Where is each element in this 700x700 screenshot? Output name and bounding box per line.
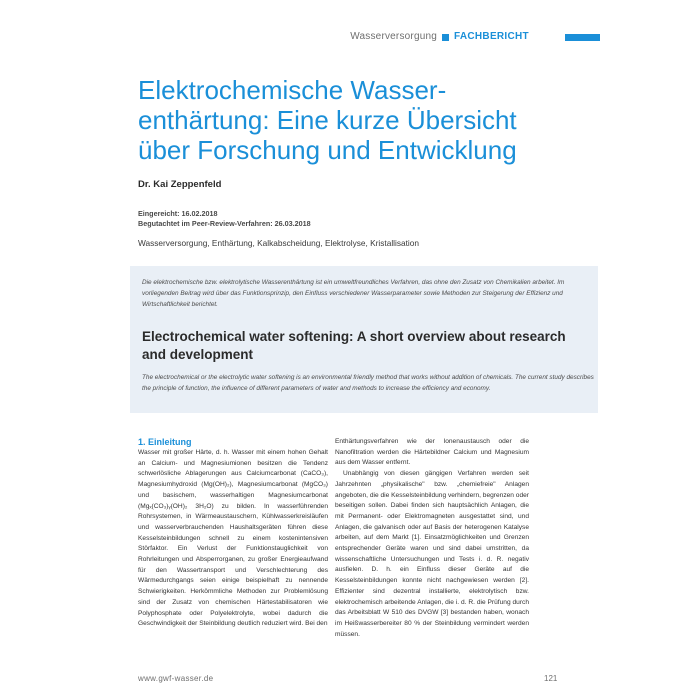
- page-header: [0, 31, 700, 45]
- received-date: Eingereicht: 16.02.2018: [138, 209, 218, 218]
- keywords: Wasserversorgung, Enthärtung, Kalkabscheidung, Elektrolyse, Kristallisation: [138, 238, 420, 248]
- body-paragraph: Unabhängig von diesen gängigen Verfahren werden seit Jahrzehnten „physikalische" bzw. „chemiefreie" Anlagen angeboten, die die Kesselsteinbildung verhindern, begrenzen oder beseitigen sollen. Dabei finden sich hauptsächlich Anlagen, die mit Permanent- oder Elektromagneten ausgestattet sind, und Anlagen, die galvanisch oder auf Basis der heterogenen Katalyse arbeiten, auf dem Markt [1]. Einsatzmöglichkeiten und Grenzen entsprechender Geräte waren und sind dabei umstritten, da wissenschaftliche Untersuchungen und Tests i. d. R. negativ ausfielen. D. h. ein Einfluss dieser Geräte auf die Kesselsteinbildungen konnte nicht nachgewiesen werden [2]. Effizienter sind dezentral installierte, elektrolytisch bzw. elektrochemisch arbeitende Anlagen, die i. d. R. die Prüfung durch das Arbeitsblatt W 510 des DVGW [3] bestanden haben, wonach im Heißwasserbereiter 80 % der Steinbildung vermindert werden müssen.: [335, 470, 529, 638]
- abstract-box: [130, 266, 598, 413]
- title-line: über Forschung und Entwicklung: [138, 135, 517, 165]
- abstract-english: The electrochemical or the electrolytic water softening is an environmental friendly method that works without addition of chemicals. The current study describes the principle of function, the influence of different parameters of water and methods to increase the efficiency and economy.: [142, 374, 594, 392]
- body-paragraph: Enthärtungsverfahren wie der Ionenaustausch oder die Nanofiltration werden die Härtebildner Calcium und Magnesium aus dem Wasser entfernt.: [335, 438, 529, 467]
- page-number: 121: [544, 674, 558, 683]
- article-title: [138, 75, 578, 165]
- header-square-marker: [442, 34, 449, 41]
- reviewed-date: Begutachtet im Peer-Review-Verfahren: 26.03.2018: [138, 219, 311, 228]
- header-article-type: FACHBERICHT: [454, 31, 529, 42]
- header-section: Wasserversorgung: [350, 31, 437, 42]
- body-column-left: [138, 437, 328, 630]
- title-line: Elektrochemische Wasser-: [138, 75, 447, 105]
- footer-url: www.gwf-wasser.de: [138, 674, 214, 683]
- title-line: enthärtung: Eine kurze Übersicht: [138, 105, 517, 135]
- review-dates: [138, 209, 311, 229]
- body-paragraph: Wasser mit großer Härte, d. h. Wasser mit einem hohen Gehalt an Calcium- und Magnesiumionen besitzen die Tendenz schwerlösliche Ablagerungen aus Calciumcarbonat (CaCO₃), Magnesiumhydroxid (Mg(OH)₂), Magnesiumcarbonat (MgCO₃) und basischem, wasserhaltigen Magnesiumcarbonat (Mgₓ(CO₃)ᵧ(OH)₂ 3H₂O) zu bilden. In wasserführenden Rohrsystemen, in Wärmeaustauschern, Kühlwasserkreisläufen und wasserverbrauchenden Haushaltsgeräten führen diese Kesselsteinbildungen schnell zu einem kostenintensiven Störfaktor. Ein Verlust der Funktionstauglichkeit von Rohrleitungen und Absperrorganen, zu großer Energieaufwand für den Wassertransport und Verschlechterung des Wärmedurchgangs seien einige beispielhaft zu nennende Schwierigkeiten. Herkömmliche Methoden zur Problemlösung sind der Zusatz von chemischen Härtestabilisatoren wie Polyphosphate oder Polyelektrolyte, wobei dadurch die Geschwindigkeit der Steinbildung deutlich reduziert wird. Bei den: [138, 449, 328, 628]
- section-heading: 1. Einleitung: [138, 437, 192, 447]
- author: Dr. Kai Zeppenfeld: [138, 179, 222, 190]
- body-column-right: [335, 437, 529, 640]
- abstract-german: Die elektrochemische bzw. elektrolytische Wasserenthärtung ist ein umweltfreundliches Verfahren, das ohne den Zusatz von Chemikalien arbeitet. Im vorliegenden Beitrag wird über das Funktionsprinzip, den Einfluss verschiedener Wasserparameter sowie Methoden zur Steigerung der Effizienz und Wirtschaftlichkeit berichtet.: [142, 279, 565, 308]
- header-accent-bar: [565, 34, 600, 41]
- english-title: Electrochemical water softening: A short overview about research and development: [142, 329, 566, 362]
